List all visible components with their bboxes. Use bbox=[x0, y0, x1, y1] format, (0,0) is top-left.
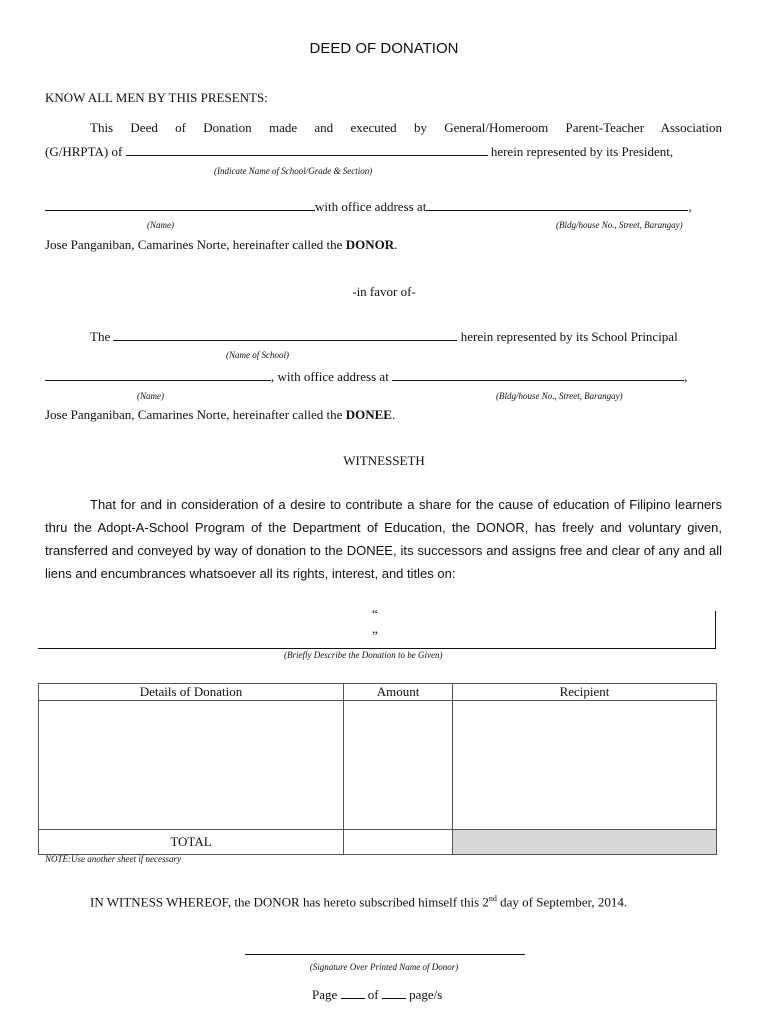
document-title: DEED OF DONATION bbox=[309, 40, 459, 57]
page-count-line bbox=[312, 986, 442, 1003]
donor-role: DONOR bbox=[345, 237, 395, 252]
donee-school-line bbox=[90, 328, 678, 345]
total-label: TOTAL bbox=[39, 830, 344, 855]
donation-box-right-edge bbox=[715, 611, 716, 648]
signature-line[interactable] bbox=[245, 954, 525, 955]
donor-name-caption: (Name) bbox=[147, 220, 174, 230]
donee-place-line bbox=[45, 407, 395, 423]
period: . bbox=[394, 237, 398, 252]
page-of: of bbox=[367, 987, 379, 1002]
open-quote: “ bbox=[372, 606, 378, 621]
table-header-row bbox=[39, 684, 717, 701]
table-row bbox=[39, 701, 717, 830]
close-quote: ” bbox=[372, 628, 378, 643]
intro-line: This Deed of Donation made and executed by General/Homeroom Parent-Teacher Association bbox=[90, 120, 722, 135]
donee-school-caption: (Name of School) bbox=[226, 350, 289, 360]
school-caption: (Indicate Name of School/Grade & Section) bbox=[214, 166, 373, 176]
donee-place-text: Jose Panganiban, Camarines Norte, hereinafter called the bbox=[45, 407, 343, 422]
details-cell[interactable] bbox=[39, 701, 344, 830]
witness-line bbox=[90, 894, 627, 910]
donor-name-line bbox=[45, 198, 692, 215]
donee-lead: The bbox=[90, 329, 111, 344]
page-total-blank[interactable] bbox=[382, 986, 406, 999]
donee-name-caption: (Name) bbox=[137, 391, 164, 401]
signature-caption: (Signature Over Printed Name of Donor) bbox=[309, 962, 459, 972]
period: . bbox=[391, 407, 396, 422]
total-recipient-cell bbox=[453, 830, 717, 855]
donee-school-blank[interactable] bbox=[113, 328, 457, 341]
donee-name-blank[interactable] bbox=[45, 368, 271, 381]
donor-place-line bbox=[45, 237, 397, 253]
donor-address-blank[interactable] bbox=[426, 198, 688, 211]
donee-address-caption: (Bldg/house No., Street, Barangay) bbox=[496, 391, 623, 401]
donee-principal-text: herein represented by its School Principal bbox=[460, 329, 678, 344]
donor-name-blank[interactable] bbox=[45, 198, 315, 211]
recipient-cell[interactable] bbox=[453, 701, 717, 830]
donor-office-text: with office address at bbox=[315, 199, 427, 214]
donee-name-line bbox=[45, 368, 687, 385]
witness-tail: day of September, 2014. bbox=[496, 894, 628, 910]
consideration-paragraph: That for and in consideration of a desire to contribute a share for the cause of education of Filipino learners thru the Adopt-A-School Program of the Department of Education, the DONOR, has freely and voluntary given, transferred and conveyed by way of donation to the DONEE, its successors and assigns free and clear of any and all liens and encumbrances whatsoever all its rights, interest, and titles on: bbox=[45, 497, 722, 581]
opening-line: KNOW ALL MEN BY THIS PRESENTS: bbox=[45, 90, 268, 105]
donor-address-caption: (Bldg/house No., Street, Barangay) bbox=[556, 220, 683, 230]
donor-place-text: Jose Panganiban, Camarines Norte, hereinafter called the bbox=[45, 237, 343, 252]
donee-address-blank[interactable] bbox=[392, 368, 684, 381]
comma: , bbox=[688, 199, 692, 214]
org-label: (G/HRPTA) of bbox=[45, 144, 123, 159]
in-favor-of: -in favor of- bbox=[352, 284, 416, 299]
header-amount: Amount bbox=[344, 684, 453, 701]
donation-details-table bbox=[38, 683, 717, 855]
total-amount-cell[interactable] bbox=[344, 830, 453, 855]
amount-cell[interactable] bbox=[344, 701, 453, 830]
org-line bbox=[45, 143, 673, 160]
page-label: Page bbox=[312, 987, 338, 1002]
header-recipient: Recipient bbox=[453, 684, 717, 701]
total-row bbox=[39, 830, 717, 855]
president-text: herein represented by its President, bbox=[490, 144, 674, 159]
witnesseth-heading: WITNESSETH bbox=[343, 453, 425, 468]
comma: , bbox=[684, 369, 688, 384]
donee-role: DONEE bbox=[345, 407, 392, 422]
school-blank[interactable] bbox=[126, 143, 488, 156]
ordinal-sup: nd bbox=[488, 894, 497, 903]
donation-box-bottom-edge[interactable] bbox=[38, 648, 716, 649]
page-suffix: page/s bbox=[409, 987, 443, 1002]
note-text: NOTE:Use another sheet if necessary bbox=[45, 854, 181, 864]
donee-office-text: , with office address at bbox=[271, 369, 389, 384]
header-details: Details of Donation bbox=[39, 684, 344, 701]
donation-caption: (Briefly Describe the Donation to be Given) bbox=[284, 650, 443, 660]
witness-lead: IN WITNESS WHEREOF, the DONOR has hereto subscribed himself this 2 bbox=[90, 894, 489, 910]
page-number-blank[interactable] bbox=[341, 986, 365, 999]
